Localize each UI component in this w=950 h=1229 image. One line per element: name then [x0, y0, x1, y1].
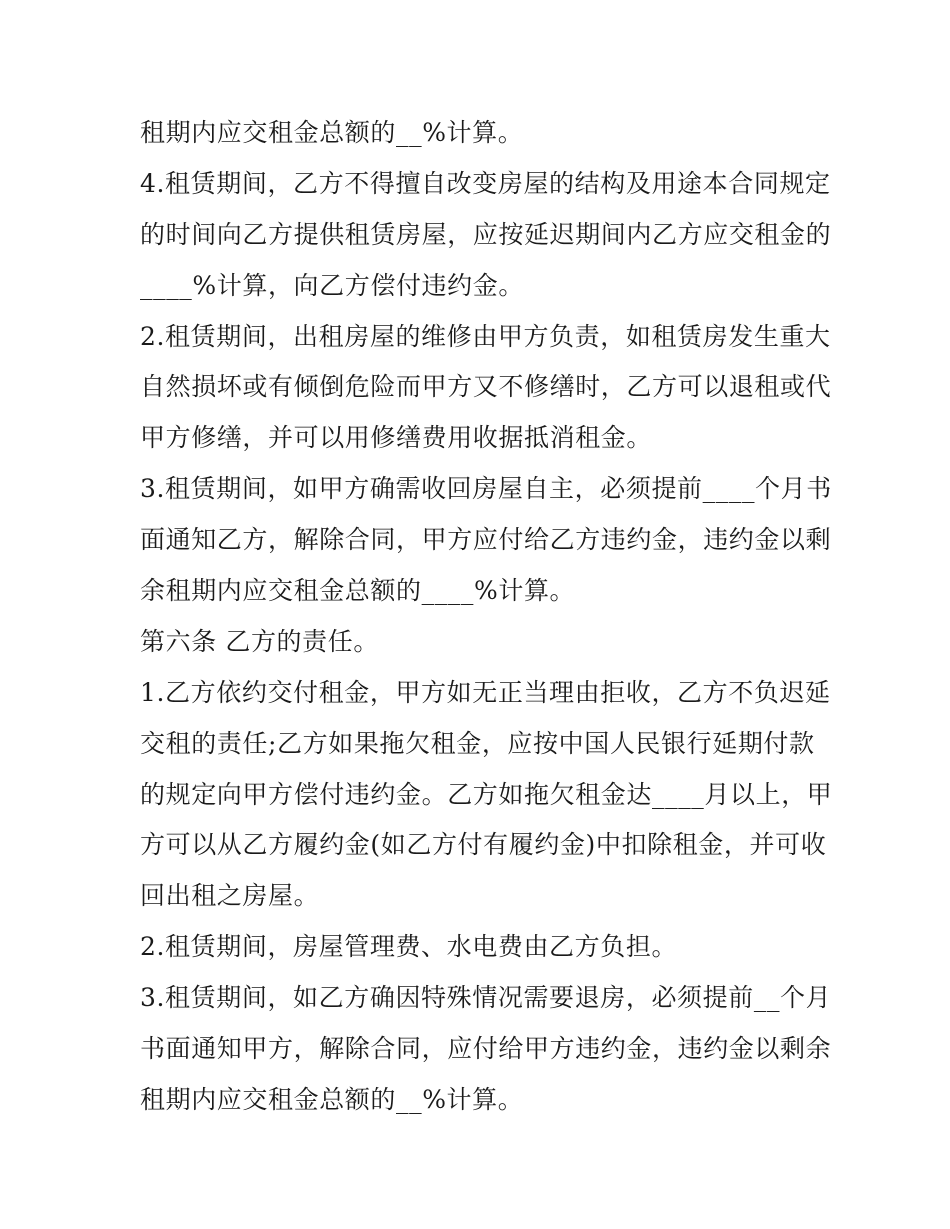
text-line: 回出租之房屋。: [140, 881, 320, 911]
section-heading: 第六条 乙方的责任。: [140, 626, 379, 656]
text-line: 3.租赁期间，如甲方确需收回房屋自主，必须提前____个月书: [140, 474, 832, 504]
text-line: 2.租赁期间，房屋管理费、水电费由乙方负担。: [140, 932, 678, 962]
text-line: 租期内应交租金总额的__%计算。: [140, 1084, 524, 1114]
text-line: 余租期内应交租金总额的____%计算。: [140, 576, 576, 606]
text-line: 甲方修缮，并可以用修缮费用收据抵消租金。: [140, 423, 653, 453]
text-line: 面通知乙方，解除合同，甲方应付给乙方违约金，违约金以剩: [140, 525, 832, 555]
text-line: 的时间向乙方提供租赁房屋，应按延迟期间内乙方应交租金的: [140, 219, 832, 249]
document-body: [140, 108, 833, 1126]
text-line: 4.租赁期间，乙方不得擅自改变房屋的结构及用途本合同规定: [140, 168, 831, 198]
text-line: 自然损坏或有倾倒危险而甲方又不修缮时，乙方可以退租或代: [140, 372, 832, 402]
text-line: 的规定向甲方偿付违约金。乙方如拖欠租金达____月以上，甲: [140, 779, 833, 809]
text-line: 1.乙方依约交付租金，甲方如无正当理由拒收，乙方不负迟延: [140, 677, 831, 707]
text-line: 交租的责任;乙方如果拖欠租金，应按中国人民银行延期付款: [140, 728, 815, 758]
text-line: 租期内应交租金总额的__%计算。: [140, 118, 524, 147]
text-line: 3.租赁期间，如乙方确因特殊情况需要退房，必须提前__个月: [140, 983, 832, 1013]
text-line: 方可以从乙方履约金(如乙方付有履约金)中扣除租金，并可收: [140, 830, 827, 860]
text-line: 书面通知甲方，解除合同，应付给甲方违约金，违约金以剩余: [140, 1034, 832, 1064]
text-line: 2.租赁期间，出租房屋的维修由甲方负责，如租赁房发生重大: [140, 321, 831, 351]
text-line: ____%计算，向乙方偿付违约金。: [140, 270, 524, 300]
